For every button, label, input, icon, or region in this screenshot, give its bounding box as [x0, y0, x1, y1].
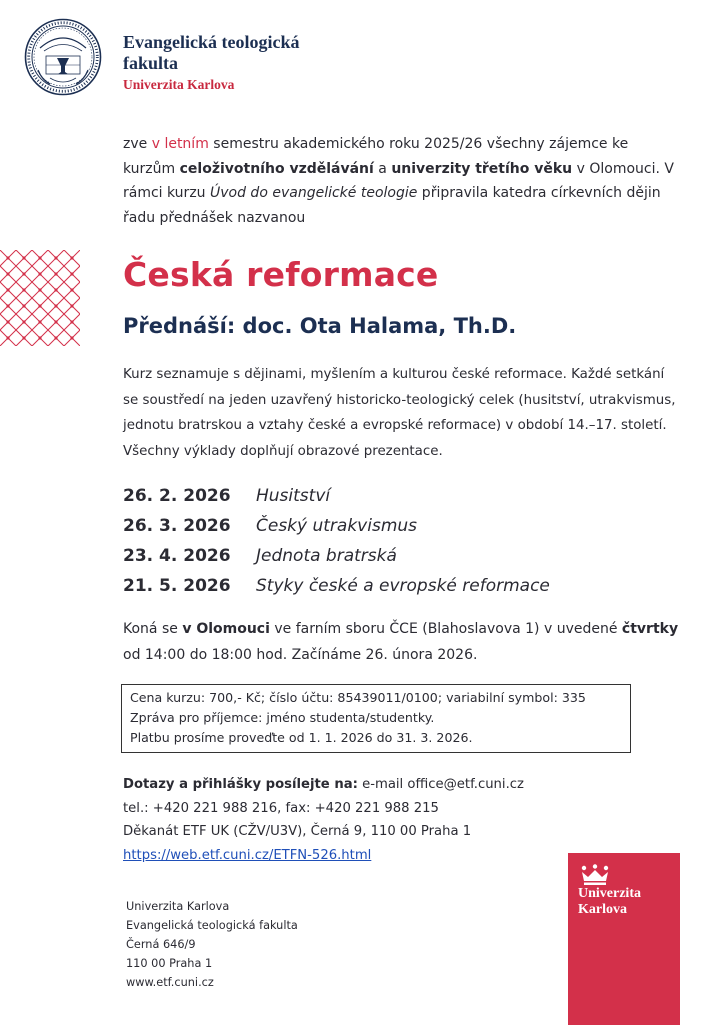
lecturer-line: Přednáší: doc. Ota Halama, Th.D. [123, 314, 517, 338]
schedule-date: 23. 4. 2026 [123, 546, 231, 566]
venue-text: ve farním sboru ČCE (Blahoslavova 1) v uvedené [269, 621, 622, 637]
schedule-row [123, 481, 683, 511]
schedule-topic: Jednota bratrská [256, 546, 397, 566]
venue-text: od 14:00 do 18:00 hod. Začínáme 26. února 2026. [123, 647, 478, 663]
schedule-date: 26. 2. 2026 [123, 486, 231, 506]
venue-text: Koná se [123, 621, 183, 637]
contact-phone: tel.: +420 221 988 216, fax: +420 221 988 215 [123, 800, 439, 816]
university-logo [568, 853, 680, 1025]
schedule-date: 26. 3. 2026 [123, 516, 231, 536]
payment-box [121, 684, 631, 753]
university-name: Univerzita Karlova [123, 77, 235, 92]
contact-label: Dotazy a přihlášky posílejte na: [123, 777, 358, 792]
course-name: Úvod do evangelické teologie [210, 185, 418, 201]
schedule-row [123, 541, 683, 571]
logo-line1: Univerzita [578, 886, 641, 901]
footer-address [126, 897, 426, 992]
footer-line: Univerzita Karlova [126, 900, 230, 913]
intro-text: zve [123, 136, 152, 152]
footer-line: 110 00 Praha 1 [126, 957, 213, 970]
decorative-pattern-icon [0, 250, 80, 346]
schedule-row [123, 511, 683, 541]
university-seal-icon [24, 18, 102, 96]
course-link[interactable]: https://web.etf.cuni.cz/ETFN-526.html [123, 847, 372, 863]
venue-info [123, 616, 683, 668]
intro-emphasis: celoživotního vzdělávání [179, 160, 374, 177]
intro-text: v Olomouci. V rámci kurzu [123, 160, 674, 201]
footer-line: Černá 646/9 [126, 938, 196, 951]
venue-city: v Olomouci [182, 621, 270, 637]
footer-line: Evangelická teologická fakulta [126, 919, 298, 932]
page-title: Česká reformace [123, 255, 439, 294]
intro-paragraph [123, 132, 683, 230]
contact-email[interactable]: e-mail office@etf.cuni.cz [357, 777, 524, 792]
lecture-schedule [123, 481, 683, 601]
schedule-topic: Husitství [256, 486, 331, 506]
logo-text [578, 886, 678, 918]
schedule-topic: Styky české a evropské reformace [256, 576, 550, 596]
schedule-date: 21. 5. 2026 [123, 576, 231, 596]
crown-icon [580, 864, 610, 886]
payment-message: Zpráva pro příjemce: jméno studenta/studentky. [130, 710, 435, 725]
payment-period: Platbu prosíme proveďte od 1. 1. 2026 do 31. 3. 2026. [130, 730, 473, 745]
payment-price: Cena kurzu: 700,- Kč; číslo účtu: 85439011/0100; variabilní symbol: 335 [130, 690, 586, 705]
intro-highlight: v letním [151, 136, 209, 152]
venue-day: čtvrtky [621, 621, 679, 637]
intro-text: semestru akademického roku 2025/26 všechny zájemce ke kurzům [123, 136, 629, 177]
schedule-row [123, 571, 683, 601]
footer-line: www.etf.cuni.cz [126, 976, 214, 989]
intro-text: připravila katedra církevních dějin řadu přednášek nazvanou [123, 185, 661, 226]
intro-text: a [373, 160, 392, 177]
faculty-name-line1: Evangelická teologická [123, 32, 300, 52]
faculty-name-line2: fakulta [123, 53, 179, 73]
course-description: Kurz seznamuje s dějinami, myšlením a kulturou české reformace. Každé setkání se soustředí na jeden uzavřený historicko-teologický celek (husitství, utrakvismus, jednotu bratrskou a vztahy české a evropské reformace) v období 14.–17. století. Všechny výklady doplňují obrazové prezentace. [123, 367, 676, 459]
contact-address: Děkanát ETF UK (CŽV/U3V), Černá 9, 110 00 Praha 1 [123, 824, 472, 839]
schedule-topic: Český utrakvismus [256, 516, 418, 536]
faculty-name [123, 32, 383, 74]
logo-line2: Karlova [578, 902, 627, 917]
intro-emphasis: univerzity třetího věku [391, 160, 573, 177]
